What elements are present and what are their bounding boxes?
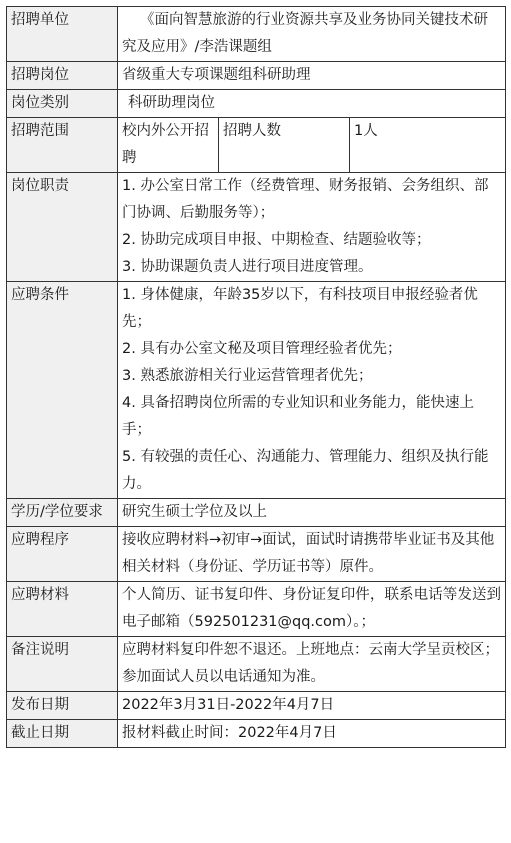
label-duties: 岗位职责 bbox=[7, 173, 118, 282]
row-remarks bbox=[7, 637, 506, 692]
value-procedure: 接收应聘材料→初审→面试，面试时请携带毕业证书及其他相关材料（身份证、学历证书等）原件。 bbox=[118, 527, 506, 582]
row-materials bbox=[7, 582, 506, 637]
row-publish bbox=[7, 692, 506, 720]
label-requirements: 应聘条件 bbox=[7, 282, 118, 499]
label-category: 岗位类别 bbox=[7, 90, 118, 118]
row-scope bbox=[7, 118, 506, 173]
requirement-item-4: 4. 具备招聘岗位所需的专业知识和业务能力，能快速上手； bbox=[122, 395, 474, 438]
row-deadline bbox=[7, 720, 506, 748]
requirement-item-3: 3. 熟悉旅游相关行业运营管理者优先； bbox=[122, 368, 373, 384]
label-remarks: 备注说明 bbox=[7, 637, 118, 692]
value-scope: 校内外公开招聘 bbox=[118, 118, 219, 173]
value-publish: 2022年3月31日-2022年4月7日 bbox=[118, 692, 506, 720]
value-duties bbox=[118, 173, 506, 282]
duty-item-2: 2. 协助完成项目申报、中期检查、结题验收等； bbox=[122, 232, 431, 248]
label-position: 招聘岗位 bbox=[7, 62, 118, 90]
row-category bbox=[7, 90, 506, 118]
duty-item-3: 3. 协助课题负责人进行项目进度管理。 bbox=[122, 259, 373, 275]
label-education: 学历/学位要求 bbox=[7, 499, 118, 527]
label-scope: 招聘范围 bbox=[7, 118, 118, 173]
label-count: 招聘人数 bbox=[219, 118, 350, 173]
label-deadline: 截止日期 bbox=[7, 720, 118, 748]
row-duties bbox=[7, 173, 506, 282]
value-category: 科研助理岗位 bbox=[118, 90, 506, 118]
row-unit bbox=[7, 7, 506, 62]
label-procedure: 应聘程序 bbox=[7, 527, 118, 582]
requirement-item-5: 5. 有较强的责任心、沟通能力、管理能力、组织及执行能力。 bbox=[122, 449, 489, 492]
label-unit: 招聘单位 bbox=[7, 7, 118, 62]
value-materials: 个人简历、证书复印件、身份证复印件，联系电话等发送到电子邮箱（592501231@qq.com）。； bbox=[118, 582, 506, 637]
row-procedure bbox=[7, 527, 506, 582]
value-education: 研究生硕士学位及以上 bbox=[118, 499, 506, 527]
row-education bbox=[7, 499, 506, 527]
value-position: 省级重大专项课题组科研助理 bbox=[118, 62, 506, 90]
requirement-item-1: 1. 身体健康，年龄35岁以下，有科技项目申报经验者优先； bbox=[122, 287, 478, 330]
value-remarks: 应聘材料复印件恕不退还。上班地点：云南大学呈贡校区；参加面试人员以电话通知为准。 bbox=[118, 637, 506, 692]
duty-item-1: 1. 办公室日常工作（经费管理、财务报销、会务组织、部门协调、后勤服务等）； bbox=[122, 178, 489, 221]
value-count: 1人 bbox=[350, 118, 506, 173]
label-publish: 发布日期 bbox=[7, 692, 118, 720]
label-materials: 应聘材料 bbox=[7, 582, 118, 637]
row-requirements bbox=[7, 282, 506, 499]
row-position bbox=[7, 62, 506, 90]
job-posting-table bbox=[6, 6, 506, 748]
value-deadline: 报材料截止时间：2022年4月7日 bbox=[118, 720, 506, 748]
requirement-item-2: 2. 具有办公室文秘及项目管理经验者优先； bbox=[122, 341, 402, 357]
value-requirements bbox=[118, 282, 506, 499]
value-unit: 《面向智慧旅游的行业资源共享及业务协同关键技术研究及应用》/李浩课题组 bbox=[118, 7, 506, 62]
